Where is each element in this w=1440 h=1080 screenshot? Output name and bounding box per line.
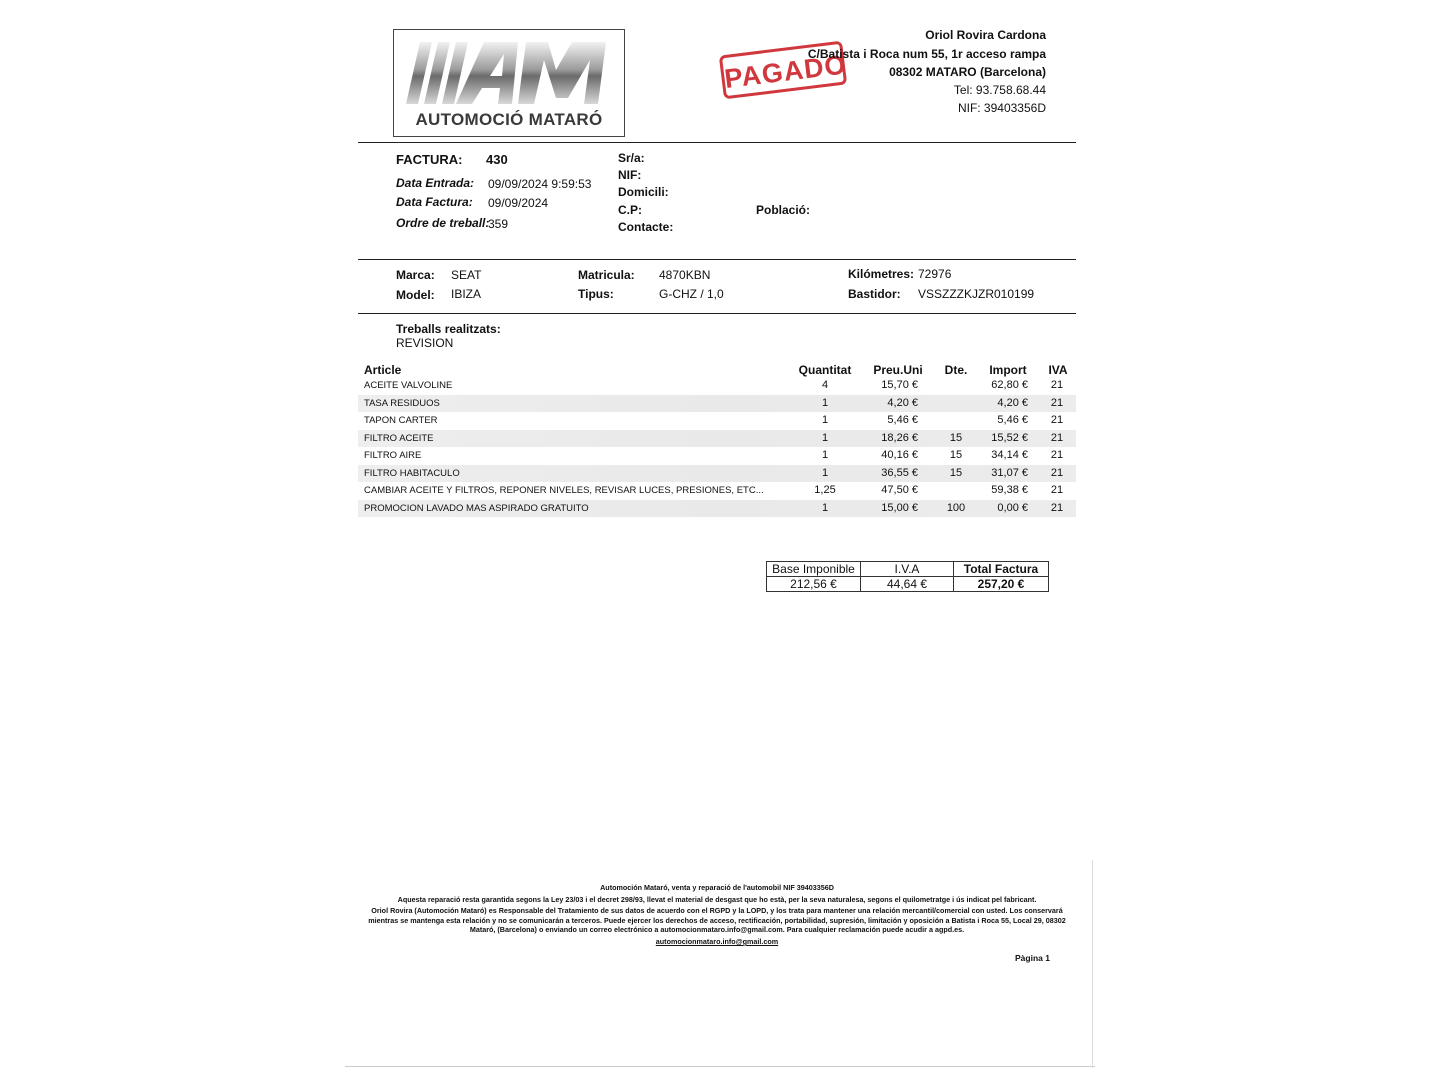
- row-article: PROMOCION LAVADO MAS ASPIRADO GRATUITO: [364, 502, 589, 514]
- totals-table: [766, 561, 1049, 592]
- work-value: REVISION: [396, 336, 454, 350]
- client-nif-label: NIF:: [618, 168, 642, 182]
- plate-value: 4870KBN: [659, 268, 711, 282]
- base-value: 212,56 €: [767, 577, 861, 592]
- table-row: [358, 482, 1076, 499]
- km-label: Kilómetres:: [848, 267, 915, 281]
- row-article: FILTRO AIRE: [364, 450, 422, 461]
- row-price: 5,46 €: [887, 414, 918, 426]
- type-value: G-CHZ / 1,0: [659, 287, 724, 301]
- paid-stamp: PAGADO: [719, 41, 847, 100]
- total-label: Total Factura: [954, 562, 1049, 577]
- chassis-label: Bastidor:: [848, 287, 901, 301]
- row-import: 5,46 €: [997, 414, 1028, 426]
- client-contact-label: Contacte:: [618, 220, 674, 234]
- row-discount: 100: [946, 501, 966, 514]
- scan-edge: [345, 1066, 1095, 1067]
- invoice-date-label: Data Factura:: [396, 195, 473, 209]
- table-row: [358, 412, 1076, 429]
- base-label: Base Imponible: [767, 562, 861, 577]
- row-iva: 21: [1050, 379, 1064, 391]
- row-article: TAPON CARTER: [364, 415, 438, 426]
- total-value: 257,20 €: [954, 577, 1049, 592]
- entry-date-value: 09/09/2024 9:59:53: [488, 177, 592, 191]
- row-article: TASA RESIDUOS: [364, 397, 440, 409]
- row-iva: 21: [1050, 484, 1064, 496]
- row-discount: 15: [949, 466, 963, 479]
- table-row: [358, 465, 1076, 482]
- iva-value: 44,64 €: [861, 577, 954, 592]
- table-row: [358, 500, 1076, 517]
- invoice-date-value: 09/09/2024: [488, 196, 549, 210]
- company-nif: NIF: 39403356D: [957, 101, 1046, 115]
- col-price-header: Preu.Uni: [873, 363, 923, 377]
- model-label: Model:: [396, 288, 435, 302]
- table-row: [358, 447, 1076, 464]
- row-iva: 21: [1050, 501, 1064, 514]
- row-qty: 1: [821, 501, 829, 514]
- row-price: 36,55 €: [881, 466, 918, 479]
- row-import: 4,20 €: [997, 396, 1028, 409]
- table-row: [358, 430, 1076, 447]
- row-import: 62,80 €: [991, 379, 1028, 391]
- row-iva: 21: [1050, 396, 1064, 409]
- row-price: 40,16 €: [881, 449, 918, 461]
- row-discount: 15: [949, 431, 963, 444]
- col-qty-header: Quantitat: [798, 363, 852, 377]
- row-qty: 1: [821, 449, 829, 461]
- chassis-value: VSSZZZKJZR010199: [918, 287, 1035, 301]
- row-price: 47,50 €: [881, 484, 918, 496]
- row-qty: 1: [821, 466, 829, 479]
- km-value: 72976: [918, 267, 952, 281]
- row-article: FILTRO HABITACULO: [364, 467, 460, 479]
- brand-label: Marca:: [396, 268, 435, 282]
- row-iva: 21: [1050, 414, 1064, 426]
- row-qty: 1: [821, 396, 829, 409]
- footer-warranty: Aquesta reparació resta garantida segons la Ley 23/03 i el decret 298/93, llevat el material de desgast que ho està, per la seva naturalesa, segons el quilometratge i ús indicat pel fabricant.: [397, 895, 1037, 904]
- company-tel: Tel: 93.758.68.44: [953, 83, 1046, 97]
- company-name: Oriol Rovira Cardona: [925, 28, 1046, 42]
- plate-label: Matricula:: [578, 268, 635, 282]
- type-label: Tipus:: [578, 287, 614, 301]
- company-city: 08302 MATARO (Barcelona): [889, 65, 1046, 79]
- row-qty: 1,25: [814, 484, 836, 496]
- row-article: CAMBIAR ACEITE Y FILTROS, REPONER NIVELES, REVISAR LUCES, PRESIONES, ETC...: [364, 485, 764, 496]
- row-import: 34,14 €: [991, 449, 1028, 461]
- row-iva: 21: [1050, 431, 1064, 444]
- footer-email-link[interactable]: automocionmataro.info@gmail.com: [655, 937, 779, 946]
- logo-text: AUTOMOCIÓ MATARÓ: [415, 110, 603, 129]
- table-row: [358, 377, 1076, 394]
- table-row: [358, 395, 1076, 412]
- row-import: 0,00 €: [997, 501, 1028, 514]
- page-number: Pàgina 1: [1015, 953, 1050, 963]
- row-price: 4,20 €: [887, 396, 918, 409]
- row-article: ACEITE VALVOLINE: [364, 380, 453, 391]
- row-price: 18,26 €: [881, 431, 918, 444]
- company-address: C/Batista i Roca num 55, 1r acceso rampa: [807, 47, 1046, 61]
- divider: [358, 259, 1076, 260]
- row-import: 15,52 €: [991, 431, 1028, 444]
- row-import: 59,38 €: [991, 484, 1028, 496]
- scan-edge: [1092, 860, 1093, 1068]
- entry-date-label: Data Entrada:: [396, 176, 475, 190]
- invoice-number: 430: [486, 152, 508, 167]
- brand-value: SEAT: [451, 268, 482, 282]
- row-iva: 21: [1050, 466, 1064, 479]
- row-article: FILTRO ACEITE: [364, 432, 434, 444]
- client-address-label: Domicili:: [618, 185, 669, 199]
- footer-company: Automoción Mataró, venta y reparació de l'automobil NIF 39403356D: [600, 883, 834, 892]
- company-logo: [393, 29, 625, 137]
- col-import-header: Import: [989, 363, 1027, 377]
- divider: [358, 142, 1076, 143]
- model-value: IBIZA: [451, 287, 482, 301]
- row-qty: 1: [821, 414, 829, 426]
- work-order-label: Ordre de treball:: [396, 216, 490, 230]
- row-discount: 15: [949, 449, 963, 461]
- row-import: 31,07 €: [991, 466, 1028, 479]
- col-article-header: Article: [364, 363, 402, 377]
- invoice-label: FACTURA:: [396, 152, 463, 167]
- work-order-value: 359: [488, 217, 509, 231]
- row-qty: 4: [821, 379, 829, 391]
- client-sr-label: Sr/a:: [618, 151, 645, 165]
- col-discount-header: Dte.: [944, 363, 968, 377]
- client-cp-label: C.P:: [618, 203, 642, 217]
- col-iva-header: IVA: [1048, 363, 1068, 377]
- client-city-label: Població:: [756, 203, 811, 217]
- am-logo-mark-icon: [406, 40, 612, 106]
- iva-label: I.V.A: [861, 562, 954, 577]
- work-label: Treballs realitzats:: [396, 322, 501, 336]
- row-iva: 21: [1050, 449, 1064, 461]
- row-price: 15,00 €: [881, 501, 918, 514]
- footer-privacy: Oriol Rovira (Automoción Mataró) es Responsable del Tratamiento de sus datos de acuerdo con el RGPD y la LOPD, y los trata para mantener una relación mercantil/comercial con usted. Los conservará mientras se mantenga esta relación y no se comunicarán a terceros. Puede ejercer los derechos de acceso, rectificación, portabilidad, supresión, limitación y oposición a Batista i Roca 55, Local 29, 08302 Mataró, (Barcelona) o enviando un correo electrónico a automocionmataro.info@gmail.com. Para cualquier reclamación puede acudir a agpd.es.: [368, 906, 1066, 934]
- row-price: 15,70 €: [881, 379, 918, 391]
- row-qty: 1: [821, 431, 829, 444]
- divider: [358, 313, 1076, 314]
